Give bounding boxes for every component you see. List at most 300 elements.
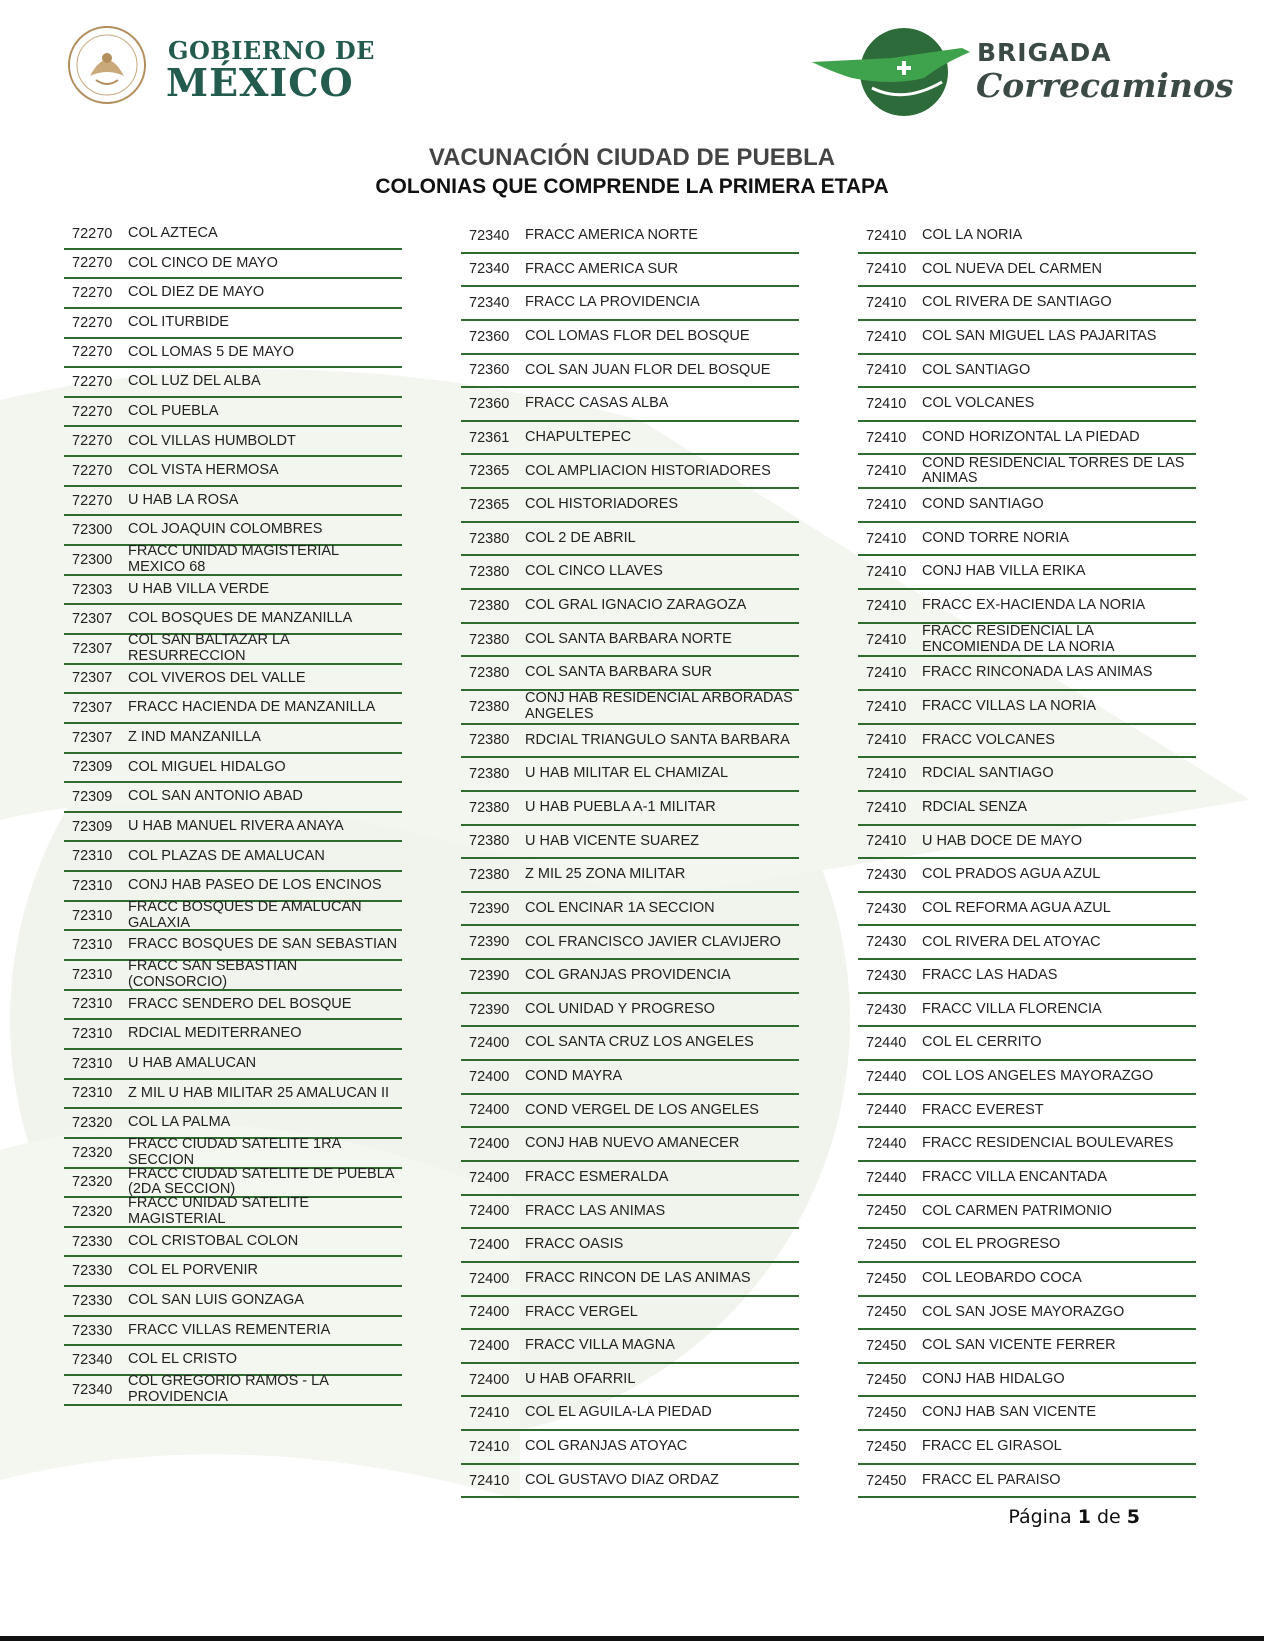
list-item: [461, 1263, 799, 1297]
colonia-name: FRACC EVEREST: [922, 1101, 1044, 1118]
postal-code: 72410: [469, 1438, 510, 1455]
list-item: [858, 1330, 1196, 1364]
colonia-name: COND VERGEL DE LOS ANGELES: [525, 1101, 759, 1118]
postal-code: 72330: [72, 1292, 113, 1309]
document-subtitle: COLONIAS QUE COMPRENDE LA PRIMERA ETAPA: [375, 175, 889, 198]
colonia-name: FRACC CIUDAD SATELITE 1RA SECCION: [128, 1136, 341, 1168]
colonia-name: U HAB MANUEL RIVERA ANAYA: [128, 817, 344, 834]
colonia-name: COL CARMEN PATRIMONIO: [922, 1202, 1112, 1219]
list-item: [64, 1109, 402, 1139]
postal-code: 72410: [866, 631, 907, 648]
colonia-name: COL BOSQUES DE MANZANILLA: [128, 610, 353, 627]
colonia-name: CONJ HAB PASEO DE LOS ENCINOS: [128, 877, 382, 894]
list-item: [858, 1431, 1196, 1465]
list-item: [64, 872, 402, 902]
list-item: [461, 1330, 799, 1364]
list-item: [64, 694, 402, 724]
colonia-name: COL SANTA BARBARA NORTE: [525, 630, 732, 647]
postal-code: 72309: [72, 818, 113, 835]
colonia-name: RDCIAL SANTIAGO: [922, 765, 1054, 782]
colonia-name: FRACC SENDERO DEL BOSQUE: [128, 995, 352, 1012]
coat-of-arms-seal-icon: [66, 24, 148, 106]
postal-code: 72400: [469, 1102, 510, 1119]
postal-code: 72310: [72, 1026, 113, 1043]
list-item: [461, 556, 799, 590]
list-item: [858, 624, 1196, 658]
list-item: [64, 1287, 402, 1317]
list-item: [461, 1095, 799, 1129]
colonia-name: COL VILLAS HUMBOLDT: [128, 432, 296, 449]
colonia-name: Z MIL 25 ZONA MILITAR: [525, 866, 686, 883]
colonias-column-3: [858, 220, 1196, 1498]
postal-code: 72410: [866, 530, 907, 547]
colonia-name: FRACC CIUDAD SATELITE DE PUEBLA (2DA SECCION): [128, 1165, 394, 1198]
list-item: [461, 523, 799, 557]
colonia-name: COL PUEBLA: [128, 402, 219, 419]
postal-code: 72410: [866, 328, 907, 345]
colonia-name: FRACC HACIENDA DE MANZANILLA: [128, 699, 376, 716]
list-item: [461, 590, 799, 624]
postal-code: 72410: [866, 429, 907, 446]
colonia-name: COL RIVERA DEL ATOYAC: [922, 933, 1101, 950]
list-item: [64, 842, 402, 872]
list-item: [461, 624, 799, 658]
colonia-name: COL 2 DE ABRIL: [525, 529, 636, 546]
postal-code: 72300: [72, 522, 113, 539]
postal-code: 72400: [469, 1068, 510, 1085]
list-item: [64, 783, 402, 813]
postal-code: 72340: [469, 227, 510, 244]
colonia-name: CONJ HAB HIDALGO: [922, 1370, 1065, 1387]
colonia-name: FRACC VILLA ENCANTADA: [922, 1169, 1108, 1185]
postal-code: 72360: [469, 396, 510, 413]
list-item: [858, 1061, 1196, 1095]
colonia-name: COL ENCINAR 1A SECCION: [525, 899, 715, 916]
list-item: [858, 355, 1196, 389]
postal-code: 72303: [72, 581, 113, 598]
list-item: [858, 1162, 1196, 1196]
postal-code: 72300: [72, 551, 113, 568]
colonias-column-2: [461, 220, 799, 1498]
page-number: [1008, 1506, 1140, 1528]
list-item: [461, 926, 799, 960]
list-item: [461, 455, 799, 489]
postal-code: 72410: [866, 362, 907, 379]
list-item: [858, 994, 1196, 1028]
colonia-name: COL EL CRISTO: [128, 1351, 238, 1368]
colonia-name: COL REFORMA AGUA AZUL: [922, 899, 1111, 916]
colonia-name: FRACC RINCON DE LAS ANIMAS: [525, 1269, 751, 1286]
postal-code: 72310: [72, 877, 113, 894]
colonia-name: RDCIAL SENZA: [922, 798, 1028, 815]
list-item: [858, 590, 1196, 624]
colonia-name: COL HISTORIADORES: [525, 496, 679, 513]
postal-code: 72380: [469, 597, 510, 614]
postal-code: 72410: [866, 833, 907, 850]
colonia-name: CHAPULTEPEC: [525, 428, 632, 445]
list-item: [64, 398, 402, 428]
postal-code: 72307: [72, 670, 113, 687]
list-item: [64, 516, 402, 546]
colonia-name: FRACC EX-HACIENDA LA NORIA: [922, 597, 1146, 614]
colonia-name: FRACC LA PROVIDENCIA: [525, 294, 700, 311]
postal-code: 72400: [469, 1337, 510, 1354]
list-item: [64, 309, 402, 339]
list-item: [64, 1346, 402, 1376]
postal-code: 72410: [866, 496, 907, 513]
list-item: [461, 1196, 799, 1230]
postal-code: 72270: [72, 374, 113, 391]
postal-code: 72410: [866, 396, 907, 413]
postal-code: 72410: [469, 1405, 510, 1422]
colonia-name: FRACC EL PARAISO: [922, 1471, 1061, 1488]
colonia-name: COL VIVEROS DEL VALLE: [128, 669, 306, 686]
colonia-name: COND SANTIAGO: [922, 496, 1044, 513]
list-item: [461, 1364, 799, 1398]
colonia-name: COL FRANCISCO JAVIER CLAVIJERO: [525, 933, 781, 950]
postal-code: 72430: [866, 1001, 907, 1018]
postal-code: 72309: [72, 788, 113, 805]
list-item: [461, 422, 799, 456]
colonia-name: COL LOMAS 5 DE MAYO: [128, 343, 294, 360]
colonia-name: COL NUEVA DEL CARMEN: [922, 260, 1102, 277]
list-item: [858, 926, 1196, 960]
postal-code: 72380: [469, 766, 510, 783]
colonia-name: COL LOMAS FLOR DEL BOSQUE: [525, 327, 750, 344]
colonia-name: U HAB OFARRIL: [525, 1370, 636, 1387]
list-item: [461, 1297, 799, 1331]
colonia-name: FRACC VILLAS REMENTERIA: [128, 1321, 331, 1338]
postal-code: 72330: [72, 1233, 113, 1250]
list-item: [461, 994, 799, 1028]
postal-code: 72400: [469, 1304, 510, 1321]
list-item: [461, 960, 799, 994]
postal-code: 72450: [866, 1405, 907, 1422]
list-item: [858, 523, 1196, 557]
postal-code: 72450: [866, 1438, 907, 1455]
colonia-name: COL GRANJAS PROVIDENCIA: [525, 967, 731, 984]
colonia-name: COND RESIDENCIAL TORRES DE LAS ANIMAS: [922, 454, 1185, 487]
colonia-name: Z MIL U HAB MILITAR 25 AMALUCAN II: [128, 1084, 390, 1101]
list-item: [461, 254, 799, 288]
postal-code: 72390: [469, 934, 510, 951]
postal-code: 72430: [866, 967, 907, 984]
document-title: VACUNACIÓN CIUDAD DE PUEBLA: [428, 144, 836, 171]
postal-code: 72361: [469, 429, 510, 446]
postal-code: 72410: [866, 227, 907, 244]
postal-code: 72270: [72, 255, 113, 272]
postal-code: 72400: [469, 1237, 510, 1254]
page-word: Página: [1008, 1506, 1072, 1528]
postal-code: 72450: [866, 1203, 907, 1220]
list-item: [858, 826, 1196, 860]
postal-code: 72440: [866, 1136, 907, 1153]
postal-code: 72390: [469, 900, 510, 917]
list-item: [858, 960, 1196, 994]
list-item: [64, 487, 402, 517]
postal-code: 72430: [866, 900, 907, 917]
postal-code: 72430: [866, 866, 907, 883]
colonia-name: COL GRANJAS ATOYAC: [525, 1438, 688, 1455]
colonia-name: COL SANTIAGO: [922, 361, 1031, 378]
colonia-name: COL GUSTAVO DIAZ ORDAZ: [525, 1471, 719, 1488]
postal-code: 72390: [469, 1001, 510, 1018]
list-item: [461, 1162, 799, 1196]
list-item: [461, 725, 799, 759]
postal-code: 72310: [72, 996, 113, 1013]
list-item: [64, 632, 402, 665]
colonia-name: COL UNIDAD Y PROGRESO: [525, 1000, 715, 1017]
postal-code: 72340: [469, 295, 510, 312]
list-item: [858, 556, 1196, 590]
postal-code: 72270: [72, 225, 113, 242]
colonia-name: COL SAN LUIS GONZAGA: [128, 1292, 304, 1309]
list-item: [858, 859, 1196, 893]
colonia-name: COL EL AGUILA-LA PIEDAD: [525, 1404, 712, 1421]
postal-code: 72360: [469, 328, 510, 345]
postal-code: 72450: [866, 1337, 907, 1354]
list-item: [64, 1020, 402, 1050]
colonia-name: U HAB PUEBLA A-1 MILITAR: [525, 798, 716, 815]
colonia-name: FRACC RESIDENCIAL BOULEVARES: [922, 1135, 1174, 1152]
postal-code: 72380: [469, 530, 510, 547]
colonia-name: FRACC ESMERALDA: [525, 1169, 669, 1185]
roadrunner-cross-icon: [812, 22, 972, 122]
colonia-name: COL SAN JOSE MAYORAZGO: [922, 1303, 1125, 1320]
mexico-text: MÉXICO: [166, 60, 354, 105]
colonia-name: U HAB VILLA VERDE: [128, 580, 270, 597]
list-item: [461, 1229, 799, 1263]
postal-code: 72320: [72, 1203, 113, 1220]
colonia-name: FRACC RINCONADA LAS ANIMAS: [922, 664, 1153, 681]
list-item: [858, 1229, 1196, 1263]
colonia-name: COL AZTECA: [128, 225, 218, 242]
list-item: [461, 1128, 799, 1162]
postal-code: 72270: [72, 403, 113, 420]
postal-code: 72410: [469, 1472, 510, 1489]
colonia-name: COL SAN ANTONIO ABAD: [128, 788, 303, 805]
postal-code: 72310: [72, 1055, 113, 1072]
list-item: [64, 220, 402, 250]
postal-code: 72270: [72, 285, 113, 302]
colonia-name: COND TORRE NORIA: [922, 529, 1069, 546]
colonia-name: COL LOS ANGELES MAYORAZGO: [922, 1068, 1154, 1085]
list-item: [64, 427, 402, 457]
colonia-name: COL DIEZ DE MAYO: [128, 284, 265, 301]
postal-code: 72410: [866, 732, 907, 749]
bottom-border: [0, 1636, 1264, 1641]
list-item: [64, 665, 402, 695]
postal-code: 72380: [469, 732, 510, 749]
colonia-name: COL PLAZAS DE AMALUCAN: [128, 847, 325, 864]
list-item: [64, 1050, 402, 1080]
colonia-name: COL EL PROGRESO: [922, 1236, 1061, 1253]
list-item: [858, 1128, 1196, 1162]
colonia-name: COL SAN JUAN FLOR DEL BOSQUE: [525, 361, 771, 378]
brigada-text: BRIGADA: [977, 38, 1112, 67]
colonia-name: COL SAN MIGUEL LAS PAJARITAS: [922, 327, 1157, 344]
colonia-name: FRACC LAS HADAS: [922, 967, 1058, 984]
postal-code: 72310: [72, 966, 113, 983]
list-item: [461, 321, 799, 355]
list-item: [858, 1027, 1196, 1061]
colonia-name: FRACC VILLA MAGNA: [525, 1337, 675, 1354]
postal-code: 72410: [866, 766, 907, 783]
postal-code: 72330: [72, 1263, 113, 1280]
colonia-name: COL PRADOS AGUA AZUL: [922, 866, 1101, 883]
brigada-correcaminos-logo: [812, 22, 1232, 122]
colonia-name: COL VOLCANES: [922, 395, 1035, 412]
list-item: [461, 859, 799, 893]
list-item: [64, 339, 402, 369]
postal-code: 72380: [469, 833, 510, 850]
list-item: [64, 754, 402, 784]
postal-code: 72270: [72, 314, 113, 331]
postal-code: 72340: [72, 1381, 113, 1398]
page-total: 5: [1126, 1506, 1140, 1528]
colonia-name: COL CRISTOBAL COLON: [128, 1232, 299, 1249]
list-item: [64, 931, 402, 961]
postal-code: 72310: [72, 937, 113, 954]
list-item: [858, 455, 1196, 489]
list-item: [64, 457, 402, 487]
page-current: 1: [1077, 1506, 1091, 1528]
postal-code: 72380: [469, 665, 510, 682]
list-item: [64, 576, 402, 606]
list-item: [461, 1397, 799, 1431]
colonia-name: COL CINCO LLAVES: [525, 563, 663, 580]
list-item: [858, 657, 1196, 691]
postal-code: 72410: [866, 463, 907, 480]
gobierno-de-mexico-logo: [66, 20, 375, 115]
colonia-name: CONJ HAB VILLA ERIKA: [922, 563, 1086, 580]
postal-code: 72440: [866, 1169, 907, 1186]
postal-code: 72340: [72, 1352, 113, 1369]
list-item: [858, 1196, 1196, 1230]
postal-code: 72380: [469, 631, 510, 648]
list-item: [858, 489, 1196, 523]
postal-code: 72450: [866, 1237, 907, 1254]
colonia-name: COL VISTA HERMOSA: [128, 462, 279, 479]
list-item: [858, 220, 1196, 254]
list-item: [461, 388, 799, 422]
colonia-name: FRACC VILLA FLORENCIA: [922, 1000, 1102, 1017]
colonia-name: FRACC BOSQUES DE AMALUCAN GALAXIA: [128, 899, 362, 931]
list-item: [858, 321, 1196, 355]
list-item: [64, 1165, 402, 1199]
colonia-name: COL LA PALMA: [128, 1114, 231, 1131]
colonia-name: COL LUZ DEL ALBA: [128, 373, 261, 390]
postal-code: 72410: [866, 295, 907, 312]
colonia-name: COL SANTA CRUZ LOS ANGELES: [525, 1034, 754, 1051]
postal-code: 72440: [866, 1068, 907, 1085]
colonia-name: U HAB MILITAR EL CHAMIZAL: [525, 765, 729, 782]
colonia-name: FRACC EL GIRASOL: [922, 1438, 1062, 1455]
colonia-name: U HAB AMALUCAN: [128, 1055, 257, 1071]
colonia-name: CONJ HAB RESIDENCIAL ARBORADAS ANGELES: [525, 690, 793, 722]
postal-code: 72307: [72, 729, 113, 746]
list-item: [461, 1431, 799, 1465]
postal-code: 72410: [866, 799, 907, 816]
postal-code: 72400: [469, 1169, 510, 1186]
postal-code: 72410: [866, 597, 907, 614]
colonia-name: COL MIGUEL HIDALGO: [128, 758, 286, 775]
list-item: [64, 1136, 402, 1169]
postal-code: 72390: [469, 967, 510, 984]
postal-code: 72450: [866, 1304, 907, 1321]
postal-code: 72320: [72, 1144, 113, 1161]
colonia-name: COL JOAQUIN COLOMBRES: [128, 521, 323, 538]
postal-code: 72270: [72, 433, 113, 450]
list-item: [858, 1263, 1196, 1297]
colonia-name: COL GRAL IGNACIO ZARAGOZA: [525, 597, 747, 614]
postal-code: 72380: [469, 698, 510, 715]
list-item: [461, 220, 799, 254]
postal-code: 72310: [72, 848, 113, 865]
postal-code: 72307: [72, 640, 113, 657]
colonia-name: FRACC CASAS ALBA: [525, 395, 669, 412]
postal-code: 72310: [72, 1085, 113, 1102]
list-item: [858, 1397, 1196, 1431]
list-item: [858, 1297, 1196, 1331]
list-item: [64, 1373, 402, 1406]
postal-code: 72340: [469, 261, 510, 278]
postal-code: 72410: [866, 564, 907, 581]
colonia-name: FRACC AMERICA SUR: [525, 260, 679, 277]
list-item: [64, 1228, 402, 1258]
colonia-name: COL LEOBARDO COCA: [922, 1269, 1082, 1286]
page-of: de: [1096, 1506, 1121, 1528]
colonia-name: COL SAN BALTAZAR LA RESURRECCION: [128, 632, 289, 664]
gobierno-de-text: GOBIERNO DE: [168, 36, 375, 65]
colonia-name: FRACC OASIS: [525, 1236, 624, 1253]
list-item: [858, 725, 1196, 759]
colonia-name: COL ITURBIDE: [128, 313, 229, 330]
postal-code: 72309: [72, 759, 113, 776]
colonia-name: COND MAYRA: [525, 1068, 623, 1085]
list-item: [461, 355, 799, 389]
colonia-name: FRACC BOSQUES DE SAN SEBASTIAN: [128, 936, 398, 953]
colonia-name: U HAB DOCE DE MAYO: [922, 832, 1083, 849]
postal-code: 72410: [866, 698, 907, 715]
list-item: [461, 792, 799, 826]
colonia-name: FRACC AMERICA NORTE: [525, 227, 698, 244]
postal-code: 72365: [469, 463, 510, 480]
colonia-name: COL RIVERA DE SANTIAGO: [922, 294, 1112, 311]
postal-code: 72380: [469, 866, 510, 883]
postal-code: 72450: [866, 1270, 907, 1287]
colonia-name: CONJ HAB SAN VICENTE: [922, 1404, 1097, 1421]
list-item: [858, 792, 1196, 826]
list-item: [461, 287, 799, 321]
list-item: [64, 279, 402, 309]
postal-code: 72400: [469, 1203, 510, 1220]
postal-code: 72400: [469, 1270, 510, 1287]
colonia-name: COL EL CERRITO: [922, 1034, 1042, 1051]
colonia-name: COL AMPLIACION HISTORIADORES: [525, 462, 771, 479]
list-item: [64, 1257, 402, 1287]
colonia-name: U HAB LA ROSA: [128, 491, 239, 508]
colonia-name: COL SANTA BARBARA SUR: [525, 664, 712, 681]
list-item: [461, 1027, 799, 1061]
colonia-name: RDCIAL MEDITERRANEO: [128, 1025, 302, 1042]
colonia-name: FRACC UNIDAD SATELITE MAGISTERIAL: [128, 1195, 310, 1227]
colonia-name: COL LA NORIA: [922, 227, 1023, 244]
list-item: [461, 826, 799, 860]
list-item: [461, 893, 799, 927]
colonia-name: COL GREGORIO RAMOS - LA PROVIDENCIA: [128, 1373, 329, 1405]
postal-code: 72320: [72, 1115, 113, 1132]
